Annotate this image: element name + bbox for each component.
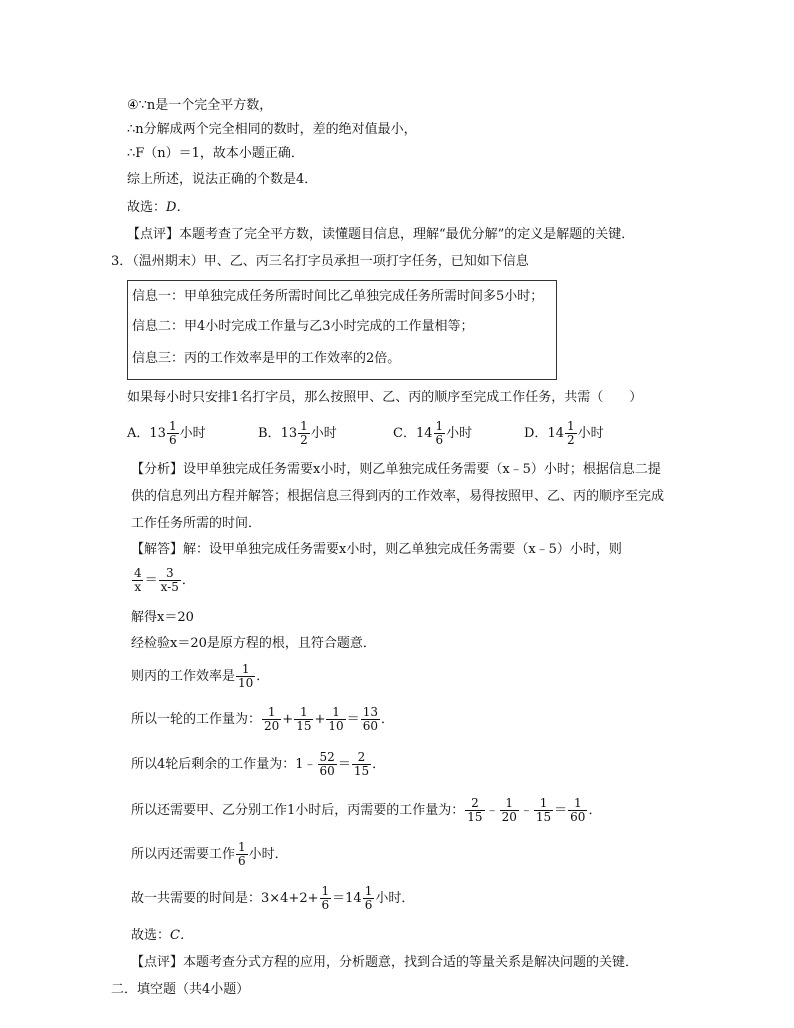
option-label: C． <box>393 425 416 441</box>
fraction: $\frac{1}{10}$ <box>328 705 344 733</box>
solution-line: 经检验x＝20是原方程的根，且符合题意． <box>131 636 376 651</box>
round-workload-line: 所以一轮的工作量为： $\frac{1}{20}$ + $\frac{1}{15}$ + $\frac{1}{10}$ ＝ $\frac{13}{60}$ ． <box>131 705 394 733</box>
answer-value: D． <box>166 200 190 215</box>
answer-prefix: 故选： <box>127 200 167 215</box>
option-label: D． <box>524 425 548 441</box>
analysis-line: 工作任务所需的时间． <box>131 516 262 531</box>
section-heading: 二．填空题（共4小题） <box>111 982 250 997</box>
efficiency-line: 则丙的工作效率是 $\frac{1}{10}$ ． <box>131 662 270 690</box>
option-label: A． <box>127 425 150 441</box>
fraction: $\frac{2}{15}$ <box>353 750 370 778</box>
fraction: $\frac{1}{15}$ <box>535 796 552 824</box>
fraction: $\frac{1}{20}$ <box>264 705 280 733</box>
fraction: $\frac{1}{6}$ <box>435 419 444 447</box>
info-item: 信息三：丙的工作效率是甲的工作效率的2倍。 <box>132 351 401 366</box>
info-item: 信息二：甲4小时完成工作量与乙3小时完成的工作量相等； <box>132 319 474 334</box>
fraction: $\frac{1}{20}$ <box>501 796 517 824</box>
option-a[interactable] <box>127 420 206 447</box>
info-item: 信息一：甲单独完成任务所需时间比乙单独完成任务所需时间多5小时； <box>132 289 544 304</box>
remaining-line: 所以4轮后剩余的工作量为：1﹣ $\frac{52}{60}$ ＝ $\frac{2}{15}$ ． <box>131 750 386 778</box>
text-line: ∴n分解成两个完全相同的数时，差的绝对值最小， <box>127 122 417 137</box>
option-unit: 小时 <box>179 425 206 441</box>
comment-line: 【点评】本题考查分式方程的应用，分析题意，找到合适的等量关系是解决问题的关键． <box>131 955 639 970</box>
option-label: B． <box>258 425 281 441</box>
fraction: $\frac{1}{2}$ <box>566 419 575 447</box>
fraction: $\frac{1}{6}$ <box>321 884 330 912</box>
fraction: $\frac{13}{60}$ <box>362 705 378 733</box>
fraction: $\frac{1}{60}$ <box>570 796 586 824</box>
question-title: 3．（温州期末）甲、乙、丙三名打字员承担一项打字任务，已知如下信息 <box>111 254 529 269</box>
question-stem: 如果每小时只安排1名打字员，那么按照甲、乙、丙的顺序至完成工作任务，共需（ ） <box>127 390 643 405</box>
solution-line: 解得x＝20 <box>131 610 194 625</box>
option-whole: 14 <box>547 425 564 441</box>
fraction: $\frac{1}{6}$ <box>238 840 246 868</box>
answer-line <box>127 200 189 216</box>
solution-line: 【解答】解：设甲单独完成任务需要x小时，则乙单独完成任务需要（x﹣5）小时，则 <box>131 542 622 557</box>
option-unit: 小时 <box>577 425 604 441</box>
analysis-line: 【分析】设甲单独完成任务需要x小时，则乙单独完成任务需要（x﹣5）小时；根据信息二提 <box>131 462 661 477</box>
analysis-line: 供的信息列出方程并解答；根据信息三得到丙的工作效率，易得按照甲、乙、丙的顺序至完成 <box>131 489 665 504</box>
fraction: $\frac{1}{6}$ <box>364 884 373 912</box>
option-b[interactable] <box>258 420 337 447</box>
answer-line <box>131 928 193 944</box>
fraction: $\frac{1}{6}$ <box>168 419 177 447</box>
text-line: ④∵n是一个完全平方数， <box>127 98 273 113</box>
work-time-line: 所以丙还需要工作 $\frac{1}{6}$ 小时． <box>131 840 288 868</box>
option-d[interactable] <box>524 420 604 447</box>
fraction: $\frac{1}{15}$ <box>296 705 312 733</box>
answer-value: C． <box>170 928 193 943</box>
needed-line: 所以还需要甲、乙分别工作1小时后，丙需要的工作量为： $\frac{2}{15}$ ﹣ $\frac{1}{20}$ ﹣ $\frac{1}{15}$ ＝ $\frac{1}{60}$ ． <box>131 796 602 824</box>
fraction: $\frac{52}{60}$ <box>319 750 335 778</box>
option-whole: 14 <box>415 425 433 441</box>
fraction: $\frac{3}{x-5}$ <box>160 566 179 594</box>
fraction: $\frac{4}{x}$ <box>134 566 142 594</box>
answer-prefix: 故选： <box>131 928 171 943</box>
option-whole: 13 <box>280 425 298 441</box>
option-unit: 小时 <box>446 425 473 441</box>
fraction: $\frac{1}{2}$ <box>300 419 308 447</box>
option-c[interactable] <box>393 420 472 447</box>
text-line: 综上所述，说法正确的个数是4． <box>127 172 318 187</box>
option-unit: 小时 <box>310 425 337 441</box>
info-box <box>127 280 557 380</box>
fraction: $\frac{2}{15}$ <box>467 796 483 824</box>
fraction: $\frac{1}{10}$ <box>238 662 254 690</box>
comment-line: 【点评】本题考查了完全平方数，读懂题目信息，理解“最优分解”的定义是解题的关键． <box>127 227 635 242</box>
total-time-line: 故一共需要的时间是：3×4+2+ $\frac{1}{6}$ ＝14 $\frac{1}{6}$ 小时． <box>131 884 415 912</box>
text-line: ∴F（n）＝1，故本小题正确． <box>127 146 304 161</box>
equation-line: $\frac{4}{x}$ ＝ $\frac{3}{x-5}$ ． <box>134 566 195 594</box>
option-whole: 13 <box>149 425 166 441</box>
